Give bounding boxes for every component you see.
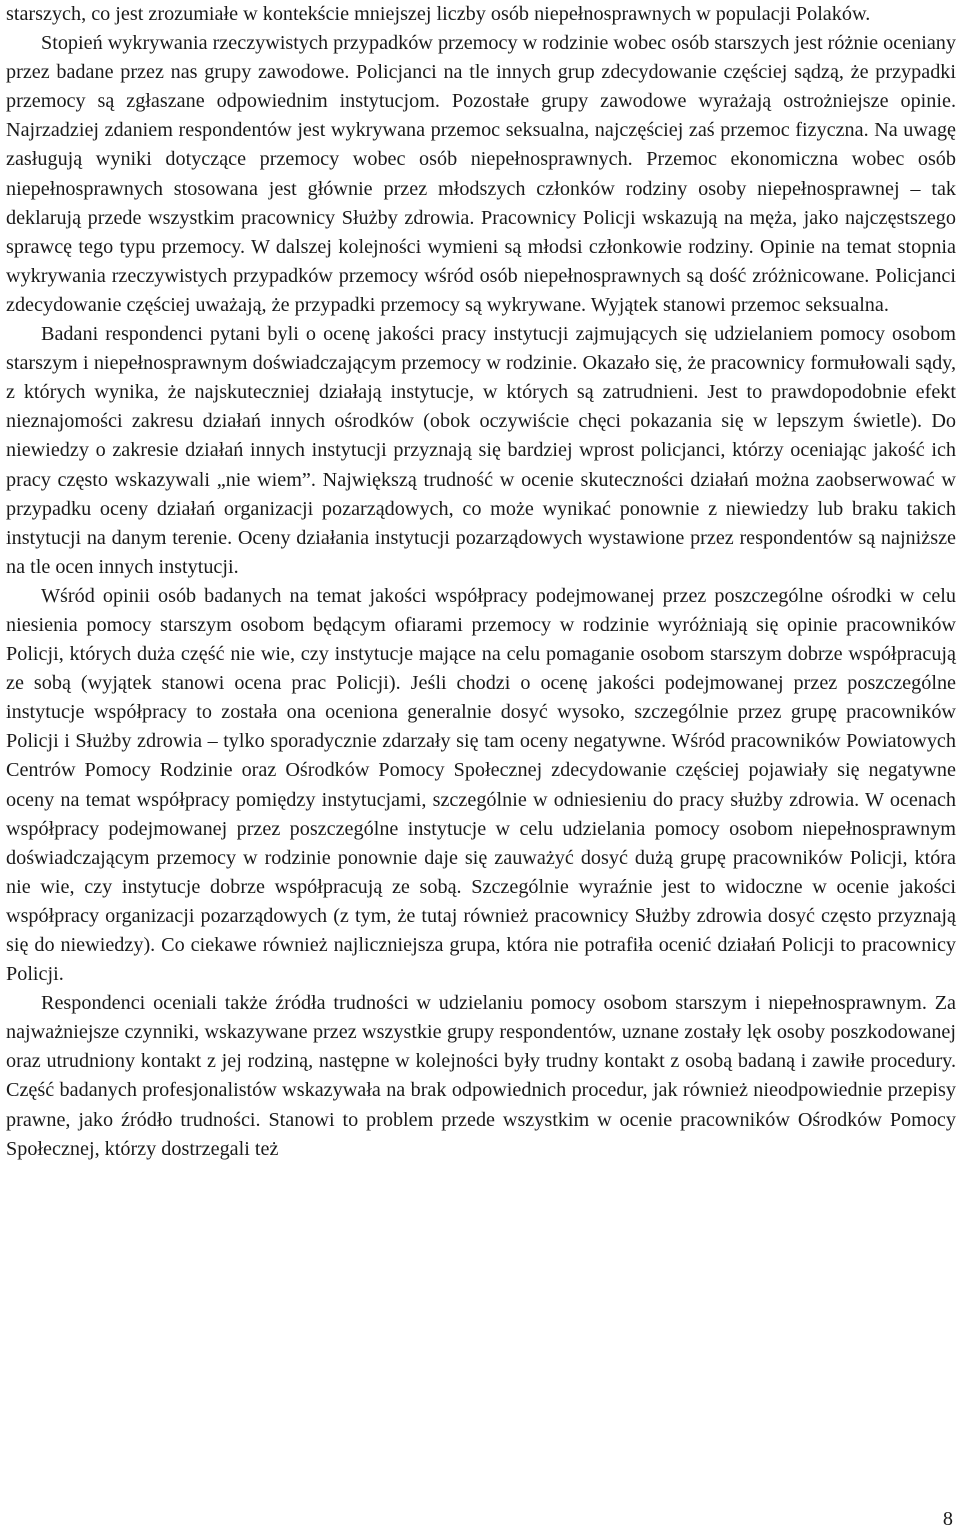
- document-page: [6, 0, 956, 1164]
- paragraph-continuation: starszych, co jest zrozumiałe w kontekście mniejszej liczby osób niepełnosprawnych w populacji Polaków.: [6, 3, 871, 25]
- paragraph-violence-detection: Stopień wykrywania rzeczywistych przypadków przemocy w rodzinie wobec osób starszych jest różnie oceniany przez badane przez nas grupy zawodowe. Policjanci na tle innych grup zdecydowanie częściej sądzą, że przypadki przemocy są zgłaszane odpowiednim instytucjom. Pozostałe grupy zawodowe wyrażają ostrożniejsze opinie. Najrzadziej zdaniem respondentów jest wykrywana przemoc seksualna, najczęściej zaś przemoc fizyczna. Na uwagę zasługują wyniki dotyczące przemocy wobec osób niepełnosprawnych. Przemoc ekonomiczna wobec osób niepełnosprawnych stosowana jest głównie przez młodszych członków rodziny osoby niepełnosprawnej – tak deklarują przede wszystkim pracownicy Służby zdrowia. Pracownicy Policji wskazują na męża, jako najczęstszego sprawcę tego typu przemocy. W dalszej kolejności wymieni są młodsi członkowie rodziny. Opinie na temat stopnia wykrywania rzeczywistych przypadków przemocy wśród osób niepełnosprawnych są dość zróżnicowane. Policjanci zdecydowanie częściej uważają, że przypadki przemocy są wykrywane. Wyjątek stanowi przemoc seksualna.: [6, 32, 956, 316]
- paragraph-difficulty-sources: Respondenci oceniali także źródła trudności w udzielaniu pomocy osobom starszym i niepełnosprawnym. Za najważniejsze czynniki, wskazywane przez wszystkie grupy respondentów, uznane zostały lęk osoby poszkodowanej oraz utrudniony kontakt z jej rodziną, następne w kolejności były trudny kontakt z osobą badaną i zawiłe procedury. Część badanych profesjonalistów wskazywała na brak odpowiednich procedur, jak również nieodpowiednie przepisy prawne, jako źródło trudności. Stanowi to problem przede wszystkim w ocenie pracowników Ośrodków Pomocy Społecznej, którzy dostrzegali też: [6, 992, 956, 1160]
- paragraph-institution-quality: Badani respondenci pytani byli o ocenę jakości pracy instytucji zajmujących się udzielaniem pomocy osobom starszym i niepełnosprawnym doświadczającym przemocy w rodzinie. Okazało się, że pracownicy formułowali sądy, z których wynika, że najskuteczniej działają instytucje, w których są zatrudnieni. Jest to prawdopodobnie efekt nieznajomości zakresu działań innych ośrodków (obok oczywiście chęci pokazania się w lepszym świetle). Do niewiedzy o zakresie działań innych instytucji przyznają się bardziej wprost policjanci, którzy oceniając jakość ich pracy często wskazywali „nie wiem”. Największą trudność w ocenie skuteczności działań można zaobserwować w przypadku oceny działań organizacji pozarządowych, co może wynikać ponownie z niewiedzy lub braku takich instytucji na danym terenie. Oceny działania instytucji pozarządowych wystawione przez respondentów są najniższe na tle ocen innych instytucji.: [6, 323, 956, 578]
- paragraph-cooperation-quality: Wśród opinii osób badanych na temat jakości współpracy podejmowanej przez poszczególne ośrodki w celu niesienia pomocy starszym osobom będącym ofiarami przemocy w rodzinie wyróżniają się opinie pracowników Policji, których duża część nie wie, czy instytucje mające na celu pomaganie osobom starszym dobrze współpracują ze sobą (wyjątek stanowi ocena prac Policji). Jeśli chodzi o ocenę jakości podejmowanej przez poszczególne instytucje współpracy to została ona oceniona generalnie dosyć wysoko, szczególnie przez grupę pracowników Policji i Służby zdrowia – tylko sporadycznie zdarzały się tam oceny negatywne. Wśród pracowników Powiatowych Centrów Pomocy Rodzinie oraz Ośrodków Pomocy Społecznej zdecydowanie częściej pojawiały się negatywne oceny na temat współpracy pomiędzy instytucjami, szczególnie w odniesieniu do pracy służby zdrowia. W ocenach współpracy podejmowanej przez poszczególne instytucje w celu udzielania pomocy osobom niepełnosprawnym doświadczającym przemocy w rodzinie ponownie daje się zauważyć dosyć dużą grupę pracowników Policji, która nie wie, czy instytucje dobrze współpracują ze sobą. Szczególnie wyraźnie jest to widoczne w ocenie jakości współpracy organizacji pozarządowych (z tym, że tutaj również pracownicy Służby zdrowia dosyć często przyznają się do niewiedzy). Co ciekawe również najliczniejsza grupa, która nie potrafiła ocenić działań Policji to pracownicy Policji.: [6, 584, 956, 986]
- page-number: 8: [942, 1508, 953, 1530]
